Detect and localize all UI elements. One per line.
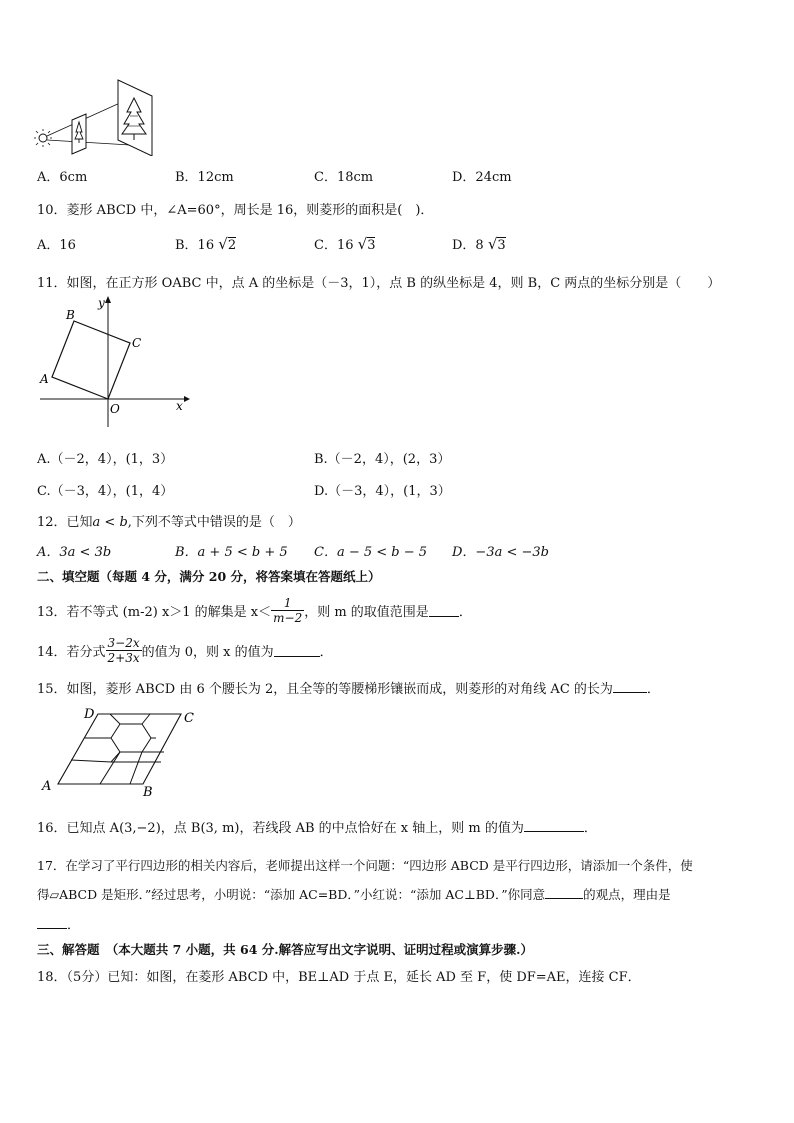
- q15-stem: [37, 678, 660, 697]
- q14-mid: 的值为 0，则 x 的值为: [141, 644, 274, 660]
- label-a: A: [40, 372, 49, 386]
- q13-fraction-denominator: m−2: [273, 610, 303, 625]
- sqrt-sign: √: [357, 235, 368, 253]
- q9-option-d: D．24cm: [452, 170, 512, 185]
- light-source-icon: [39, 134, 47, 142]
- q11-option-a: A.（－2，4），(1，3）: [37, 452, 174, 467]
- q13-pre: 13．若不等式 (m-2) x＞1 的解集是 x＜: [37, 604, 272, 620]
- q12-stem-pre: 12．已知: [37, 515, 93, 530]
- q12-option-b: B．a + 5 < b + 5: [175, 545, 288, 560]
- q12-stem-math: a < b: [92, 515, 128, 530]
- q14-fraction-denominator: 2+3x: [107, 650, 140, 665]
- inner-hexagon: [111, 724, 151, 752]
- q13: [37, 590, 472, 630]
- label-o: O: [110, 402, 120, 416]
- q10-option-c-label: C．16: [314, 238, 354, 253]
- label-x: x: [176, 399, 183, 413]
- q10-option-b: [175, 234, 236, 253]
- sqrt-sign: √: [487, 235, 498, 253]
- section-2-heading: 二、填空题（每题 4 分，满分 20 分，将答案填在答题纸上）: [37, 569, 381, 584]
- q14-end: ．: [319, 644, 333, 660]
- label-y: y: [98, 296, 105, 310]
- q9-option-c: C．18cm: [314, 170, 374, 185]
- rhombus-trapezoid-figure: [38, 704, 208, 800]
- q9-option-a: A．6cm: [37, 170, 88, 185]
- q11-option-d: D.（－3，4），(1，3）: [314, 484, 451, 499]
- small-plate: [72, 114, 86, 154]
- q18-stem: 18．（5分）已知：如图，在菱形 ABCD 中，BE⊥AD 于点 E，延长 AD 至 F，使 DF=AE，连接 CF．: [37, 970, 641, 985]
- q13-post: ，则 m 的取值范围是: [304, 604, 429, 620]
- q17-line3-end: ．: [67, 918, 81, 933]
- q15-text: 15．如图，菱形 ABCD 由 6 个腰长为 2，且全等的等腰梯形镶嵌而成，则菱形的对角线 AC 的长为: [37, 682, 613, 697]
- square-oabc: [52, 321, 130, 399]
- q15-end: ．: [646, 682, 660, 697]
- q17-line-3: [37, 914, 80, 933]
- q11-option-b: B.（－2，4），(2，3）: [314, 452, 451, 467]
- answer-blank[interactable]: [524, 819, 584, 832]
- answer-blank[interactable]: [545, 886, 583, 899]
- q10-option-b-label: B．16: [175, 238, 215, 253]
- q14-fraction-numerator: 3−2x: [107, 635, 140, 650]
- q10-stem: 10．菱形 ABCD 中，∠A=60°，周长是 16，则菱形的面积是( )．: [37, 203, 434, 218]
- label-c: C: [132, 336, 142, 350]
- q10-option-d: [452, 234, 506, 253]
- q12-option-a: A．3a < 3b: [37, 545, 112, 560]
- q10-option-b-radicand: 2: [227, 238, 237, 253]
- answer-blank[interactable]: [37, 916, 67, 929]
- label-b: B: [143, 785, 153, 800]
- q13-fraction-numerator: 1: [271, 596, 304, 611]
- q10-option-c-radicand: 3: [367, 238, 376, 253]
- q16-text: 16．已知点 A(3,−2)，点 B(3, m)，若线段 AB 的中点恰好在 x 轴上，则 m 的值为: [37, 821, 524, 836]
- q10-option-d-label: D．8: [452, 238, 484, 253]
- q11-square-figure: [36, 293, 192, 433]
- q17-line-2: [37, 885, 671, 903]
- answer-blank[interactable]: [613, 680, 647, 693]
- q14-pre: 14．若分式: [37, 644, 106, 660]
- q17-line2-pre: 得▱ABCD 是矩形．”经过思考，小明说：“添加 AC=BD．”小红说：“添加 AC⊥BD．”你同意: [37, 887, 546, 902]
- q13-end: ．: [458, 604, 472, 620]
- label-d: D: [84, 707, 95, 722]
- q16-end: ．: [583, 821, 597, 836]
- q12-option-d: D．−3a < −3b: [452, 545, 549, 560]
- label-b: B: [66, 308, 75, 322]
- q10-option-a: A．16: [37, 238, 76, 253]
- q9-option-b: B．12cm: [175, 170, 234, 185]
- q14: [37, 630, 333, 670]
- q12-stem: [37, 511, 301, 530]
- section-3-heading: 三、解答题 （本大题共 7 小题，共 64 分.解答应写出文字说明、证明过程或演算步骤.）: [37, 942, 533, 957]
- q13-fraction: [271, 596, 304, 625]
- answer-blank[interactable]: [274, 644, 320, 657]
- q17-line2-post: 的观点，理由是: [583, 887, 671, 902]
- q17-line-1: 17．在学习了平行四边形的相关内容后，老师提出这样一个问题：“四边形 ABCD 是平行四边形，请添加一个条件，使: [37, 858, 693, 873]
- projection-figure: [34, 76, 164, 156]
- q14-fraction: [106, 636, 142, 665]
- label-c: C: [184, 711, 194, 726]
- label-a: A: [42, 779, 52, 794]
- q11-option-c: C.（－3，4），(1，4）: [37, 484, 174, 499]
- q12-stem-post: ,下列不等式中错误的是（ ）: [127, 515, 301, 530]
- q11-stem: 11．如图，在正方形 OABC 中，点 A 的坐标是（－3，1），点 B 的纵坐标是 4，则 B，C 两点的坐标分别是（ ）: [37, 276, 721, 291]
- q16-stem: [37, 817, 597, 836]
- sqrt-sign: √: [218, 235, 228, 253]
- q10-option-c: [314, 234, 375, 253]
- answer-blank[interactable]: [429, 604, 459, 617]
- q10-option-d-radicand: 3: [497, 238, 506, 253]
- q12-option-c: C．a − 5 < b − 5: [314, 545, 428, 560]
